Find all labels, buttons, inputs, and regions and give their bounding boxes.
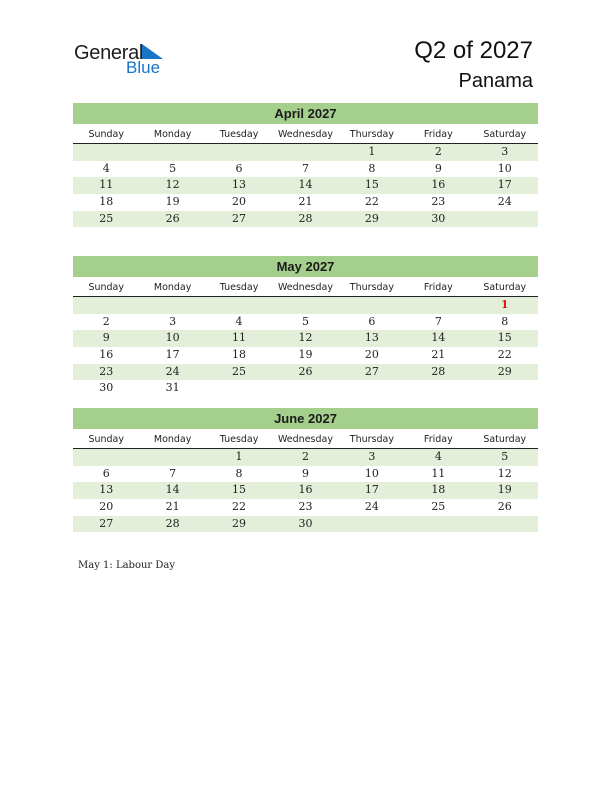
day-cell: 16 [99, 348, 114, 362]
day-cell: 26 [298, 364, 313, 378]
day-cell: 7 [169, 466, 177, 480]
day-cell: 21 [165, 500, 180, 514]
day-cell: 11 [232, 331, 247, 345]
day-cell: 26 [165, 211, 180, 225]
weekday-label: Monday [153, 282, 192, 293]
day-cell: 3 [501, 145, 509, 158]
day-cell: 6 [368, 314, 376, 328]
weekday-label: Sunday [88, 434, 124, 445]
day-cell: 3 [368, 450, 376, 463]
weekday-label: Tuesday [219, 129, 259, 140]
day-cell: 14 [165, 483, 180, 497]
day-cell: 19 [298, 348, 313, 362]
month-calendar-april [73, 103, 538, 227]
day-cell [272, 380, 338, 397]
day-cell: 2 [434, 145, 442, 158]
day-cell: 24 [364, 500, 379, 514]
weekday-label: Sunday [88, 282, 124, 293]
logo-general-text: General [74, 42, 144, 64]
day-cell: 12 [298, 331, 313, 345]
weekday-label: Saturday [483, 129, 527, 140]
day-cell: 13 [232, 178, 247, 192]
day-cell: 14 [431, 331, 446, 345]
day-cell: 12 [165, 178, 180, 192]
page-title: Q2 of 2027 [414, 37, 533, 64]
week-row [73, 499, 538, 516]
day-cell: 25 [99, 211, 114, 225]
week-row [73, 161, 538, 178]
day-cell [339, 516, 405, 533]
day-cell: 21 [431, 348, 446, 362]
week-row [73, 466, 538, 483]
week-row [73, 364, 538, 381]
day-cell: 10 [364, 466, 379, 480]
day-cell: 25 [232, 364, 247, 378]
day-cell: 23 [431, 195, 446, 209]
day-cell: 8 [501, 314, 509, 328]
weekday-label: Wednesday [277, 434, 333, 445]
day-cell: 11 [99, 178, 114, 192]
day-cell [405, 297, 471, 314]
weekday-label: Tuesday [219, 434, 259, 445]
weekday-header-row [73, 280, 538, 297]
day-cell: 27 [364, 364, 379, 378]
day-cell: 9 [301, 466, 309, 480]
country-name: Panama [458, 70, 533, 92]
day-cell: 27 [232, 211, 247, 225]
day-cell: 8 [235, 466, 243, 480]
day-cell: 6 [235, 161, 243, 175]
week-row [73, 449, 538, 466]
day-cell: 4 [235, 314, 243, 328]
day-cell: 4 [102, 161, 110, 175]
month-calendar-may [73, 256, 538, 397]
weekday-label: Friday [423, 282, 453, 293]
day-cell: 24 [497, 195, 512, 209]
week-row [73, 330, 538, 347]
day-cell: 29 [497, 364, 512, 378]
day-cell: 9 [102, 331, 110, 345]
day-cell: 29 [232, 516, 247, 530]
weekday-label: Monday [153, 129, 192, 140]
day-cell: 20 [99, 500, 114, 514]
day-cell: 26 [497, 500, 512, 514]
day-cell: 30 [431, 211, 446, 225]
day-cell [272, 297, 338, 314]
day-cell: 23 [99, 364, 114, 378]
day-cell: 28 [298, 211, 313, 225]
day-cell [339, 297, 405, 314]
day-cell: 30 [99, 381, 114, 395]
day-cell [73, 144, 139, 161]
day-cell: 15 [497, 331, 512, 345]
weekday-label: Thursday [349, 282, 394, 293]
week-row [73, 144, 538, 161]
day-cell [339, 380, 405, 397]
day-cell [206, 297, 272, 314]
month-title: April 2027 [73, 103, 538, 124]
day-cell: 8 [368, 161, 376, 175]
day-cell: 19 [165, 195, 180, 209]
day-cell [405, 380, 471, 397]
holiday-note: May 1: Labour Day [78, 560, 175, 571]
weekday-label: Friday [423, 434, 453, 445]
day-cell [206, 380, 272, 397]
day-cell: 2 [102, 314, 110, 328]
day-cell [472, 516, 538, 533]
day-cell [472, 380, 538, 397]
day-cell: 18 [232, 348, 247, 362]
weekday-label: Monday [153, 434, 192, 445]
day-cell: 24 [165, 364, 180, 378]
day-cell [139, 449, 205, 466]
day-cell [139, 144, 205, 161]
day-cell: 16 [431, 178, 446, 192]
week-row [73, 482, 538, 499]
week-row [73, 177, 538, 194]
day-cell: 18 [431, 483, 446, 497]
week-row [73, 211, 538, 228]
day-cell [73, 449, 139, 466]
day-cell: 3 [169, 314, 177, 328]
day-cell: 17 [364, 483, 379, 497]
day-cell: 28 [165, 516, 180, 530]
logo-triangle-icon [142, 44, 163, 59]
day-cell [272, 144, 338, 161]
day-cell: 28 [431, 364, 446, 378]
day-cell: 11 [431, 466, 446, 480]
weekday-label: Thursday [349, 129, 394, 140]
day-cell: 22 [364, 195, 379, 209]
week-row [73, 380, 538, 397]
week-row [73, 297, 538, 314]
day-cell: 25 [431, 500, 446, 514]
week-row [73, 347, 538, 364]
day-cell: 15 [364, 178, 379, 192]
weekday-header-row [73, 432, 538, 449]
weekday-label: Friday [423, 129, 453, 140]
weekday-label: Saturday [483, 282, 527, 293]
week-row [73, 314, 538, 331]
day-cell: 13 [99, 483, 114, 497]
day-cell: 20 [232, 195, 247, 209]
day-cell: 20 [364, 348, 379, 362]
day-cell: 29 [364, 211, 379, 225]
day-cell: 17 [165, 348, 180, 362]
day-cell: 10 [165, 331, 180, 345]
day-cell: 7 [301, 161, 309, 175]
day-cell: 13 [364, 331, 379, 345]
day-cell: 5 [301, 314, 309, 328]
weekday-label: Wednesday [277, 129, 333, 140]
day-cell: 15 [232, 483, 247, 497]
day-cell: 5 [169, 161, 177, 175]
day-cell: 23 [298, 500, 313, 514]
day-cell: 10 [497, 161, 512, 175]
day-cell: 9 [434, 161, 442, 175]
day-cell: 12 [497, 466, 512, 480]
day-cell [73, 297, 139, 314]
day-cell [139, 297, 205, 314]
day-cell: 2 [301, 450, 309, 463]
month-title: May 2027 [73, 256, 538, 277]
day-cell: 7 [434, 314, 442, 328]
month-title: June 2027 [73, 408, 538, 429]
day-cell: 1 [235, 450, 243, 463]
week-row [73, 194, 538, 211]
day-cell: 22 [497, 348, 512, 362]
logo-blue-text: Blue [126, 58, 161, 77]
day-cell: 14 [298, 178, 313, 192]
day-cell [472, 211, 538, 228]
day-cell: 27 [99, 516, 114, 530]
day-cell [405, 516, 471, 533]
day-cell: 21 [298, 195, 313, 209]
day-cell: 18 [99, 195, 114, 209]
day-cell: 30 [298, 516, 313, 530]
day-cell: 5 [501, 450, 509, 463]
weekday-label: Thursday [349, 434, 394, 445]
day-cell: 1 [368, 145, 376, 158]
weekday-label: Tuesday [219, 282, 259, 293]
weekday-label: Saturday [483, 434, 527, 445]
day-cell: 31 [165, 381, 180, 395]
day-cell: 17 [497, 178, 512, 192]
holiday-day-cell: 1 [500, 298, 509, 311]
weekday-header-row [73, 127, 538, 144]
weekday-label: Sunday [88, 129, 124, 140]
weekday-label: Wednesday [277, 282, 333, 293]
week-row [73, 516, 538, 533]
day-cell [206, 144, 272, 161]
brand-logo [74, 42, 184, 78]
day-cell: 16 [298, 483, 313, 497]
day-cell: 6 [102, 466, 110, 480]
day-cell: 4 [434, 450, 442, 463]
day-cell: 19 [497, 483, 512, 497]
day-cell: 22 [232, 500, 247, 514]
month-calendar-june [73, 408, 538, 532]
